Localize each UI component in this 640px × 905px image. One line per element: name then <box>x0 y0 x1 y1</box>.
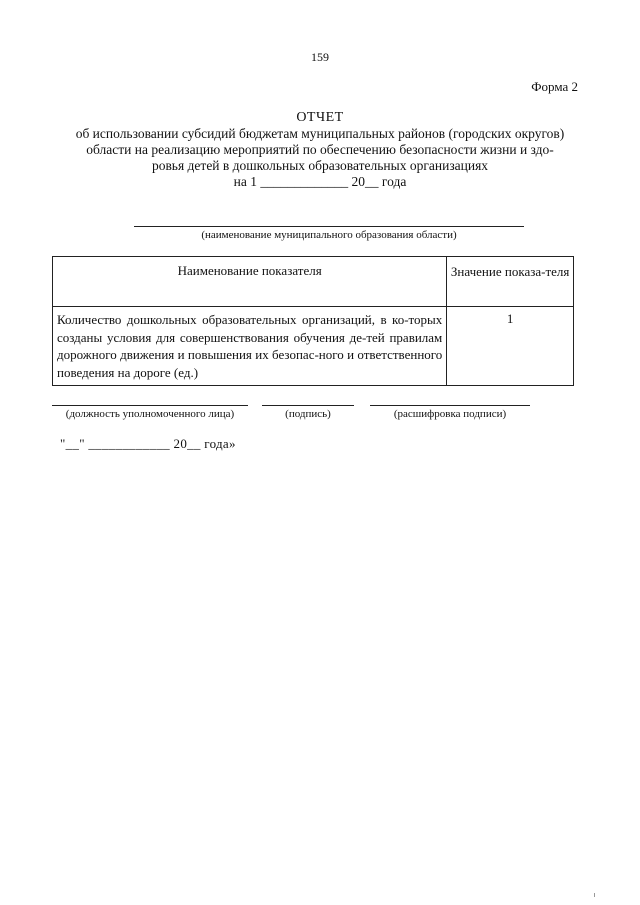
indicators-table <box>52 256 574 386</box>
table-row <box>53 307 574 386</box>
signature-line[interactable] <box>262 405 354 406</box>
report-subtitle-line-2: области на реализацию мероприятий по обеспечению безопасности жизни и здо- <box>86 142 554 157</box>
page-number: 159 <box>311 50 329 64</box>
decoding-caption: (расшифровка подписи) <box>393 408 507 420</box>
municipality-name-line[interactable] <box>134 226 524 227</box>
report-date-line: на 1 _____________ 20__ года <box>233 174 407 189</box>
header-indicator-value: Значение показа-теля <box>447 257 574 307</box>
indicator-value-cell: 1 <box>447 307 574 386</box>
signature-caption: (подпись) <box>285 408 331 420</box>
report-subtitle-line-3: ровья детей в дошкольных образовательных организациях <box>151 158 489 173</box>
report-title-block <box>30 110 610 190</box>
decoding-signature-line[interactable] <box>370 405 530 406</box>
signing-date-line: "__" ____________ 20__ года» <box>60 436 236 451</box>
position-caption: (должность уполномоченного лица) <box>65 408 235 420</box>
form-label: Форма 2 <box>531 79 578 94</box>
header-indicator-name: Наименование показателя <box>53 257 447 307</box>
indicator-name-cell: Количество дошкольных образовательных организаций, в ко-торых созданы условия для совершенствования обучения де-тей правилам дорожного движения и повышения их безопас-ного и ответственного поведения на дороге (ед.) <box>53 307 447 386</box>
scan-edge-mark <box>594 893 595 897</box>
report-title: ОТЧЕТ <box>296 110 344 125</box>
report-subtitle-line-1: об использовании субсидий бюджетам муниципальных районов (городских округов) <box>75 126 565 141</box>
position-signature-line[interactable] <box>52 405 248 406</box>
municipality-caption: (наименование муниципального образования области) <box>201 229 457 241</box>
table-header-row <box>53 257 574 307</box>
